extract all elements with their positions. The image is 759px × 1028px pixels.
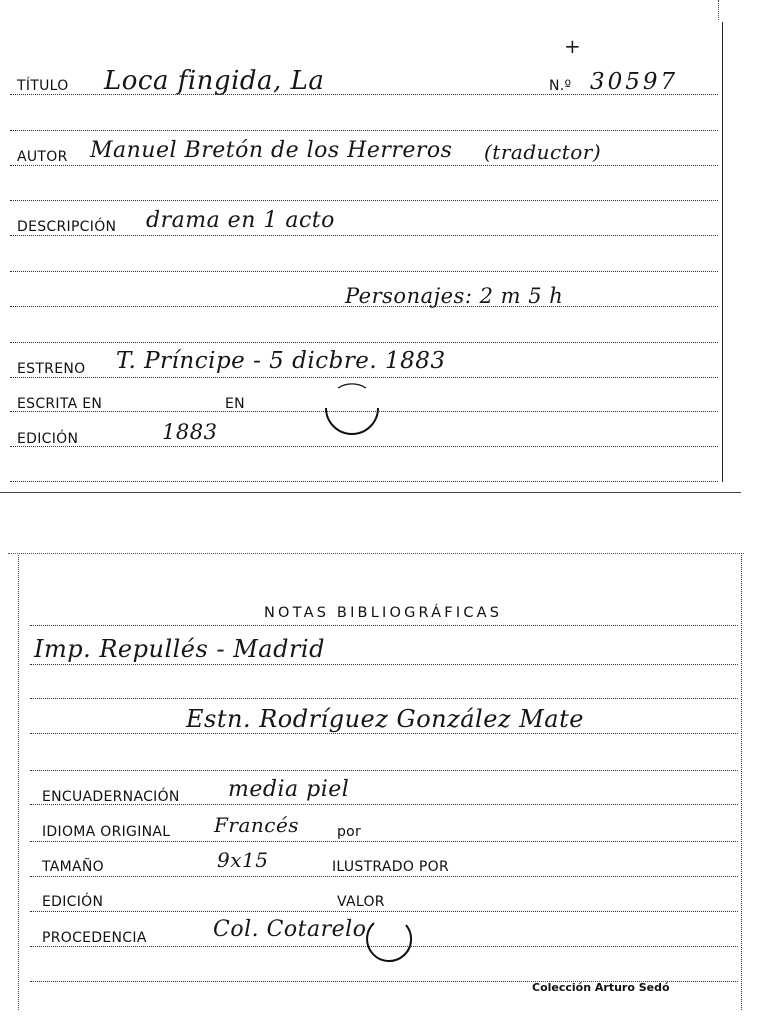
original-language-value: Francés: [214, 813, 300, 837]
ruled-line: [10, 271, 718, 272]
ruled-line: [10, 200, 718, 201]
ruled-line: [30, 698, 738, 699]
bibliographic-notes-heading: NOTAS BIBLIOGRÁFICAS: [264, 605, 503, 621]
right-border-line: [741, 555, 742, 1010]
value-label: VALOR: [337, 894, 385, 910]
ruled-line: [10, 481, 718, 482]
left-border-line: [18, 555, 19, 1010]
description-label: DESCRIPCIÓN: [17, 219, 117, 235]
card-separator: [0, 492, 741, 493]
ruled-line: [10, 235, 718, 236]
collection-footer: Colección Arturo Sedó: [532, 981, 670, 994]
binding-label: ENCUADERNACIÓN: [42, 789, 180, 805]
author-label: AUTOR: [17, 149, 68, 165]
author-note: (traductor): [484, 140, 602, 164]
cross-mark: +: [564, 34, 582, 58]
edition-label: EDICIÓN: [42, 894, 104, 910]
ruled-line: [10, 342, 718, 343]
title-label: TÍTULO: [17, 78, 69, 94]
premiere-label: ESTRENO: [17, 361, 86, 377]
ruled-line: [30, 625, 738, 626]
written-en-label: EN: [225, 396, 245, 412]
written-in-label: ESCRITA EN: [17, 396, 103, 412]
stamp-circle: [360, 911, 416, 967]
ruled-line: [30, 770, 738, 771]
provenance-label: PROCEDENCIA: [42, 930, 147, 946]
size-label: TAMAÑO: [42, 859, 104, 875]
ruled-line: [30, 876, 738, 877]
characters-value: Personajes: 2 m 5 h: [345, 284, 564, 308]
card-top-edge: [8, 553, 744, 554]
ruled-line: [10, 130, 718, 131]
edition-value: 1883: [162, 420, 218, 444]
provenance-value: Col. Cotarelo: [213, 917, 367, 942]
note-line: Imp. Repullés - Madrid: [34, 635, 325, 663]
ruled-line: [30, 733, 738, 734]
size-value: 9x15: [217, 848, 269, 872]
ruled-line: [10, 165, 718, 166]
binding-value: media piel: [228, 777, 350, 802]
number-label: N.º: [549, 78, 572, 94]
title-value: Loca fingida, La: [104, 66, 325, 96]
top-edge-marks: [718, 0, 719, 20]
catalog-card-front: [0, 0, 759, 492]
number-value: 30597: [590, 69, 679, 95]
description-value: drama en 1 acto: [146, 208, 335, 233]
author-value: Manuel Bretón de los Herreros: [90, 138, 453, 163]
original-language-label: IDIOMA ORIGINAL: [42, 824, 171, 840]
por-label: por: [337, 824, 362, 840]
edition-label: EDICIÓN: [17, 431, 79, 447]
ruled-line: [30, 664, 738, 665]
right-border-line: [722, 22, 723, 482]
ruled-line: [30, 841, 738, 842]
illustrated-by-label: ILUSTRADO POR: [332, 859, 449, 875]
note-line: Estn. Rodríguez González Mate: [186, 705, 584, 733]
premiere-value: T. Príncipe - 5 dicbre. 1883: [116, 348, 446, 374]
catalog-card-back: [0, 545, 759, 1005]
stamp-circle: [312, 370, 392, 450]
